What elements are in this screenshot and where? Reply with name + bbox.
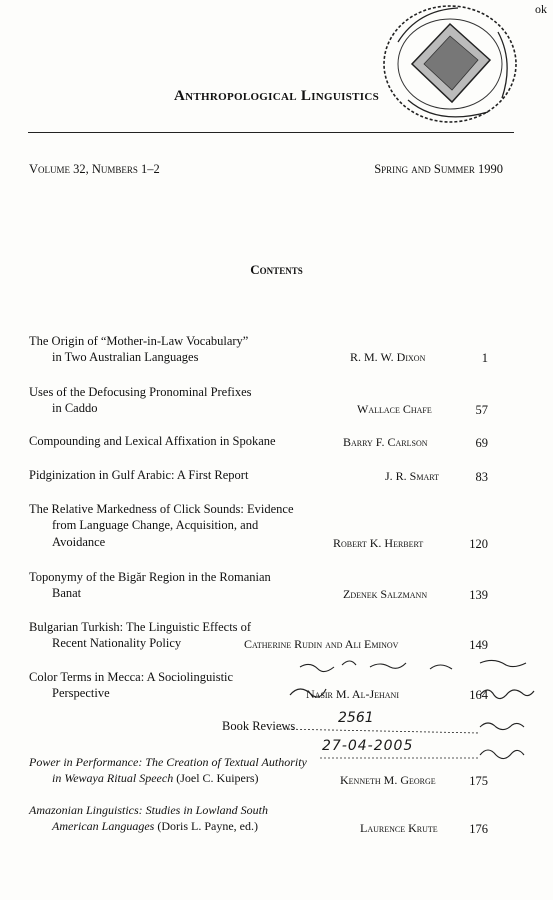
article-title-cont: Banat xyxy=(52,586,82,600)
article-title-cont: Perspective xyxy=(52,686,110,700)
article-page: 149 xyxy=(469,638,488,652)
article-title-cont: from Language Change, Acquisition, and xyxy=(52,518,259,532)
article-title: Bulgarian Turkish: The Linguistic Effects of xyxy=(29,620,252,634)
review-page: 176 xyxy=(469,822,488,836)
article-page: 57 xyxy=(475,403,488,417)
review-book-author: (Doris L. Payne, ed.) xyxy=(157,819,258,833)
corner-note: ok xyxy=(535,2,547,16)
review-title-cont: in Wewaya Ritual Speech (Joel C. Kuipers) xyxy=(52,771,259,785)
article-title: The Origin of “Mother-in-Law Vocabulary” xyxy=(29,334,249,348)
article-title-cont: Recent Nationality Policy xyxy=(52,636,182,650)
library-stamp xyxy=(378,2,523,130)
journal-title: Anthropological Linguistics xyxy=(173,88,380,104)
article-title: Pidginization in Gulf Arabic: A First Report xyxy=(29,468,249,482)
article-title: Color Terms in Mecca: A Sociolinguistic xyxy=(29,670,234,684)
review-title: Amazonian Linguistics: Studies in Lowland South xyxy=(29,803,269,817)
article-page: 139 xyxy=(469,588,488,602)
review-reviewer: Laurence Krute xyxy=(360,821,438,835)
article-author: R. M. W. Dixon xyxy=(350,350,426,364)
article-author: Wallace Chafe xyxy=(357,402,432,416)
article-page: 164 xyxy=(469,688,488,702)
handwritten-annotations xyxy=(280,655,550,790)
article-author: Barry F. Carlson xyxy=(343,435,428,449)
review-book-author: (Joel C. Kuipers) xyxy=(176,771,259,785)
header-rule xyxy=(28,132,514,133)
article-author: Zdenek Salzmann xyxy=(343,587,428,601)
article-page: 120 xyxy=(469,537,488,551)
article-author: Nasir M. Al-Jehani xyxy=(306,687,400,701)
registration-number: 2561 xyxy=(338,710,374,726)
contents-heading: Contents xyxy=(250,262,303,277)
article-author: Robert K. Herbert xyxy=(333,536,424,550)
review-reviewer: Kenneth M. George xyxy=(340,773,436,787)
article-title-cont: in Two Australian Languages xyxy=(52,350,199,364)
review-title: Power in Performance: The Creation of Textual Authority xyxy=(29,755,307,769)
season-label: Spring and Summer 1990 xyxy=(374,162,503,176)
article-author: Catherine Rudin and Ali Eminov xyxy=(244,637,399,651)
volume-label: Volume 32, Numbers 1–2 xyxy=(29,162,160,176)
article-page: 1 xyxy=(481,351,488,365)
book-reviews-heading: Book Reviews xyxy=(222,719,296,733)
article-title-cont: Avoidance xyxy=(52,535,106,549)
article-title: Toponymy of the Bigăr Region in the Romanian xyxy=(29,570,271,584)
article-page: 83 xyxy=(475,470,488,484)
article-title: The Relative Markedness of Click Sounds: Evidence xyxy=(29,502,294,516)
article-title: Uses of the Defocusing Pronominal Prefixes xyxy=(29,385,252,399)
article-title-cont: in Caddo xyxy=(52,401,98,415)
handwritten-date: 27-04-2005 xyxy=(322,738,414,754)
article-title: Compounding and Lexical Affixation in Spokane xyxy=(29,434,276,448)
review-page: 175 xyxy=(469,774,488,788)
article-author: J. R. Smart xyxy=(385,469,439,483)
review-title-cont: American Languages (Doris L. Payne, ed.) xyxy=(52,819,258,833)
article-page: 69 xyxy=(475,436,488,450)
